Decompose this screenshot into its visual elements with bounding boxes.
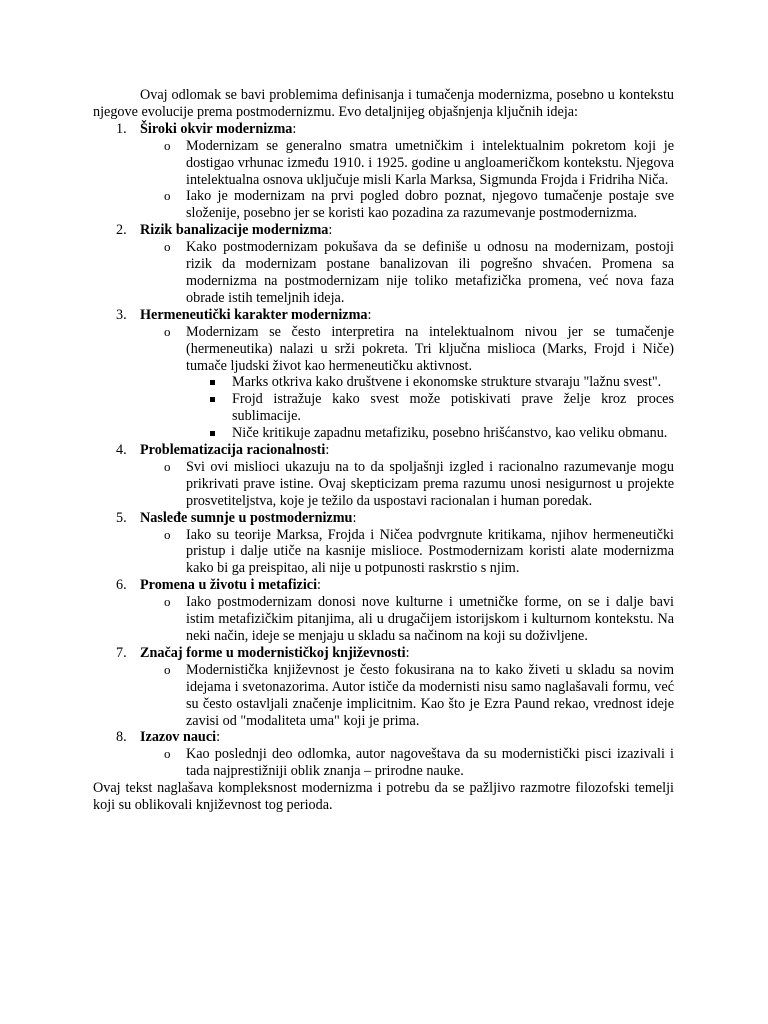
list-item-6: 6. Promena u životu i metafizici: o Iako postmodernizam donosi nove kulturne i umetničke forme, on se i dalje bavi istim metafizičkim pitanjima, ali u drugačijem istorijskom i kulturnom kontekstu. Na neki način, ideje se menjaju u skladu sa načinom na koji su doživljene. (116, 577, 674, 644)
item-heading: Izazov nauci (140, 729, 217, 746)
circle-bullet-icon: o (164, 526, 171, 542)
list-item-1: 1. Široki okvir modernizma: o Modernizam se generalno smatra umetničkim i intelektualnim pokretom koji je dostigao vrhunac između 1910. i 1925. godine u angloameričkom kontekstu. Njegova intelektualna osnova uključuje misli Karla Marksa, Sigmunda Frojda i Fridriha Niča. o Iako je modernizam na prvi pogled dobro poznat, njegovo tumačenje postaje sve složenije, posebno jer se koristi kao pozadina za razumevanje postmodernizma. (116, 120, 674, 222)
list-item-7: 7. Značaj forme u modernističkoj književnosti: o Modernistička književnost je često fokusirana na to kako živeti u skladu sa novim idejama i svetonazorima. Autor ističe da modernisti nisu samo naglašavali formu, već su često ostavljali značenje implicitnim. Kao što je Ezra Paund rekao, vrednost ideje zavisi od "modaliteta uma" koji je prima. (116, 644, 674, 729)
bullet-list (140, 594, 674, 645)
item-heading: Nasleđe sumnje u postmodernizmu (140, 509, 353, 526)
bullet-item: o Iako je modernizam na prvi pogled dobro poznat, njegovo tumačenje postaje sve složenije, posebno jer se koristi kao pozadina za razumevanje postmodernizma. (164, 188, 674, 222)
circle-bullet-icon: o (164, 188, 171, 204)
list-item-5: 5. Nasleđe sumnje u postmodernizmu: o Iako su teorije Marksa, Frojda i Ničea podvrgnute kritikama, njihov hermeneutički pristup i dalje utiče na kasnije mislioce. Postmodernizam koristi alate modernizma kako bi ga preispitao, ali nije u potpunosti raskrstio s njim. (116, 509, 674, 577)
sub-bullet-item: Marks otkriva kako društvene i ekonomske strukture stvaraju "lažnu svest". (186, 374, 674, 391)
bullet-item: o Iako su teorije Marksa, Frojda i Ničea podvrgnute kritikama, njihov hermeneutički pristup i dalje utiče na kasnije mislioce. Postmodernizam koristi alate modernizma kako bi ga preispitao, ali nije u potpunosti raskrstio s njim. (164, 526, 674, 577)
bullet-list (140, 239, 674, 307)
bullet-list (140, 459, 674, 510)
item-heading: Problematizacija racionalnosti (140, 442, 326, 459)
item-number: 5. (116, 509, 127, 526)
bullet-list (140, 527, 674, 578)
list-item-3: 3. Hermeneutički karakter modernizma: o Modernizam se često interpretira na intelektualnom nivou jer se tumačenje (hermeneutika) nalazi u srži pokreta. Tri ključna mislioca (Marks, Frojd i Niče) tumače ljudski život kao hermeneutičku aktivnost. Marks otkriva kako društvene i ekonomske strukture stvaraju "lažnu svest". Frojd istražuje kako svest može potiskivati prave želje kroz proces sublimacije. Niče kritikuje zapadnu metafiziku, posebno hrišćanstvo, kao veliku obmanu. (116, 306, 674, 442)
bullet-list (140, 324, 674, 442)
circle-bullet-icon: o (164, 594, 171, 610)
circle-bullet-icon: o (164, 323, 171, 339)
item-heading: Hermeneutički karakter modernizma (140, 306, 368, 323)
bullet-item: o Kao poslednji deo odlomka, autor nagoveštava da su modernistički pisci izazivali i tada najprestižniji oblik znanja – prirodne nauke. (164, 746, 674, 780)
bullet-item: o Iako postmodernizam donosi nove kulturne i umetničke forme, on se i dalje bavi istim metafizičkim pitanjima, ali u drugačijem istorijskom i kulturnom kontekstu. Na neki način, ideje se menjaju u skladu sa načinom na koji su doživljene. (164, 594, 674, 644)
item-heading: Promena u životu i metafizici (140, 577, 318, 594)
bullet-list (140, 662, 674, 730)
item-heading: Široki okvir modernizma (140, 120, 293, 137)
item-number: 3. (116, 306, 127, 323)
item-number: 2. (116, 222, 127, 239)
item-number: 1. (116, 120, 127, 137)
item-heading: Značaj forme u modernističkoj književnosti (140, 644, 406, 661)
circle-bullet-icon: o (164, 458, 171, 474)
bullet-list (140, 138, 674, 223)
list-item-8: 8. Izazov nauci: o Kao poslednji deo odlomka, autor nagoveštava da su modernistički pisci izazivali i tada najprestižniji oblik znanja – prirodne nauke. (116, 729, 674, 780)
sub-bullet-item: Niče kritikuje zapadnu metafiziku, posebno hrišćanstvo, kao veliku obmanu. (186, 425, 674, 442)
bullet-list (140, 746, 674, 780)
item-heading: Rizik banalizacije modernizma (140, 222, 329, 239)
sub-bullet-item: Frojd istražuje kako svest može potiskivati prave želje kroz proces sublimacije. (186, 391, 674, 425)
closing-paragraph: Ovaj tekst naglašava kompleksnost modernizma i potrebu da se pažljivo razmotre filozofski temelji koji su oblikovali književnost tog perioda. (93, 780, 674, 814)
bullet-item: o Modernizam se generalno smatra umetničkim i intelektualnim pokretom koji je dostigao vrhunac između 1910. i 1925. godine u angloameričkom kontekstu. Njegova intelektualna osnova uključuje misli Karla Marksa, Sigmunda Frojda i Fridriha Niča. (164, 137, 674, 188)
square-bullet-icon (210, 397, 215, 402)
list-item-4: 4. Problematizacija racionalnosti: o Svi ovi mislioci ukazuju na to da spoljašnji izgled i racionalno razumevanje mogu prikrivati prave istine. Ovaj skepticizam prema razumu unosi nesigurnost u projekte prosvetiteljstva, koje je težilo da uspostavi racionalan i human poredak. (116, 442, 674, 509)
list-item-2: 2. Rizik banalizacije modernizma: o Kako postmodernizam pokušava da se definiše u odnosu na modernizam, postoji rizik da modernizam postane banalizovan ili pogrešno shvaćen. Promena sa modernizma na postmodernizam nije toliko metafizička promena, već nova faza obrade istih temeljnih ideja. (116, 222, 674, 306)
circle-bullet-icon: o (164, 746, 171, 762)
numbered-list (93, 121, 674, 780)
document-body (93, 87, 674, 814)
sub-bullet-list (186, 374, 674, 442)
square-bullet-icon (210, 380, 215, 385)
bullet-item: o Modernistička književnost je često fokusirana na to kako živeti u skladu sa novim idejama i svetonazorima. Autor ističe da modernisti nisu samo naglašavali formu, već su često ostavljali značenje implicitnim. Kao što je Ezra Paund rekao, vrednost ideje zavisi od "modaliteta uma" koji je prima. (164, 661, 674, 729)
item-number: 6. (116, 577, 127, 594)
item-number: 4. (116, 442, 127, 459)
square-bullet-icon (210, 431, 215, 436)
intro-paragraph: Ovaj odlomak se bavi problemima definisanja i tumačenja modernizma, posebno u kontekstu njegove evolucije prema postmodernizmu. Evo detaljnijeg objašnjenja ključnih ideja: (93, 87, 674, 120)
bullet-item: o Kako postmodernizam pokušava da se definiše u odnosu na modernizam, postoji rizik da modernizam postane banalizovan ili pogrešno shvaćen. Promena sa modernizma na postmodernizam nije toliko metafizička promena, već nova faza obrade istih temeljnih ideja. (164, 239, 674, 306)
bullet-item: o Svi ovi mislioci ukazuju na to da spoljašnji izgled i racionalno razumevanje mogu prikrivati prave istine. Ovaj skepticizam prema razumu unosi nesigurnost u projekte prosvetiteljstva, koje je težilo da uspostavi racionalan i human poredak. (164, 458, 674, 509)
circle-bullet-icon: o (164, 239, 171, 255)
circle-bullet-icon: o (164, 137, 171, 153)
item-number: 8. (116, 729, 127, 746)
circle-bullet-icon: o (164, 661, 171, 677)
bullet-item: o Modernizam se često interpretira na intelektualnom nivou jer se tumačenje (hermeneutika) nalazi u srži pokreta. Tri ključna mislioca (Marks, Frojd i Niče) tumače ljudski život kao hermeneutičku aktivnost. Marks otkriva kako društvene i ekonomske strukture stvaraju "lažnu svest". Frojd istražuje kako svest može potiskivati prave želje kroz proces sublimacije. Niče kritikuje zapadnu metafiziku, posebno hrišćanstvo, kao veliku obmanu. (164, 323, 674, 442)
item-number: 7. (116, 644, 127, 661)
